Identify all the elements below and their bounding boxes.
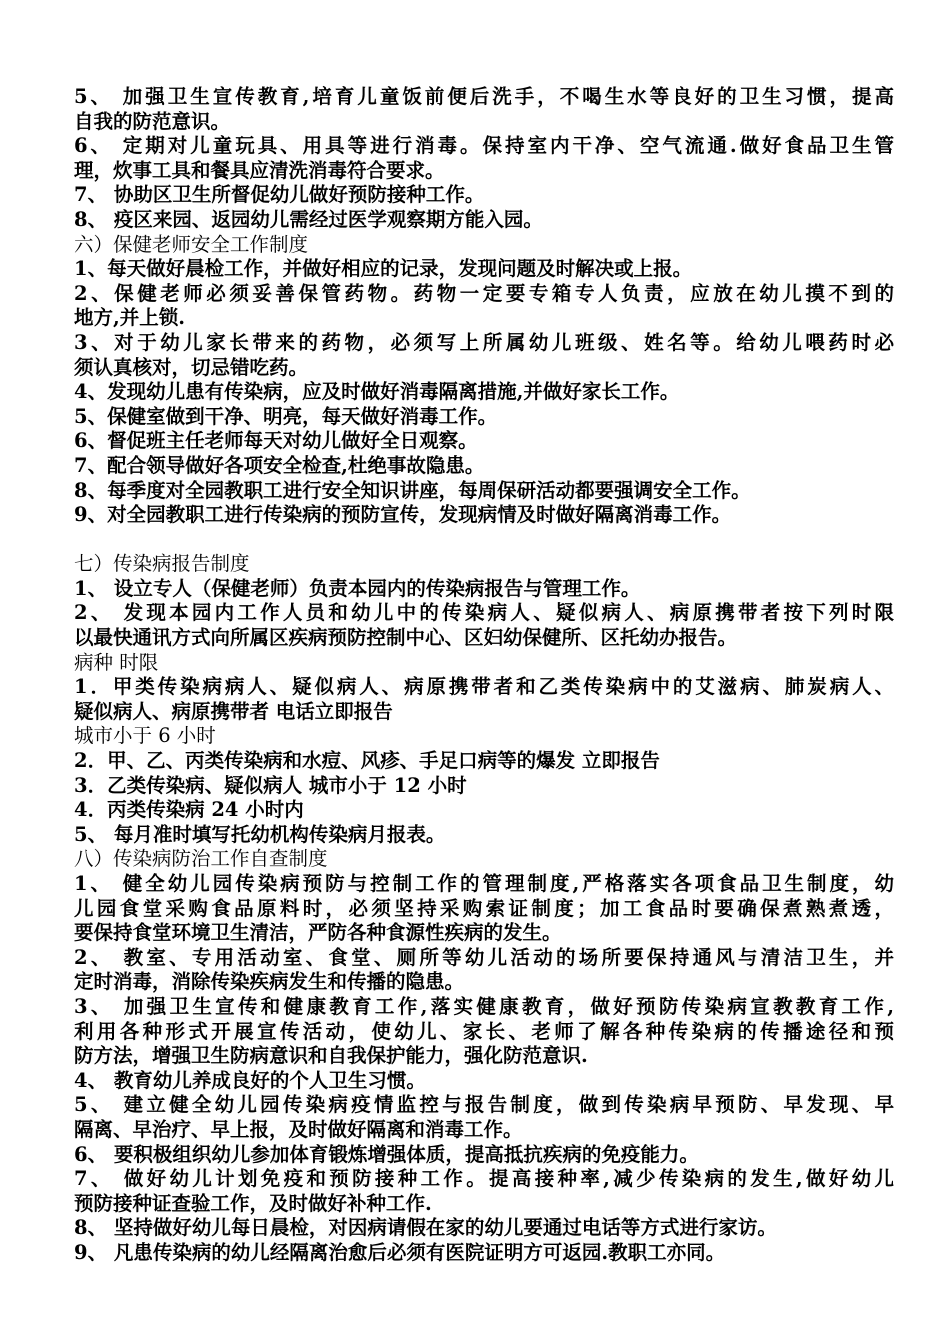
text-line: 定时消毒，消除传染疾病发生和传播的隐患。 [74,970,465,994]
text-line: 3．乙类传染病、疑似病人 城市小于 12 小时 [74,773,467,797]
text-line: 5、 加强卫生宣传教育,培育儿童饭前便后洗手，不喝生水等良好的卫生习惯，提高 [74,85,894,108]
text-line: 9、对全园教职工进行传染病的预防宣传，发现病情及时做好隔离消毒工作。 [74,503,732,527]
section-heading-line: 八）传染病防治工作自查制度 [74,847,328,871]
text-line: 4、 教育幼儿养成良好的个人卫生习惯。 [74,1068,426,1092]
text-line: 理，炊事工具和餐具应清洗消毒符合要求。 [74,158,445,182]
text-line: 防方法，增强卫生防病意识和自我保护能力，强化防范意识. [74,1044,588,1068]
text-line: 4、发现幼儿患有传染病，应及时做好消毒隔离措施,并做好家长工作。 [74,380,680,404]
text-line: 7、 做好幼儿计划免疫和预防接种工作。提高接种率,减少传染病的发生,做好幼儿 [74,1167,894,1191]
text-line: 利用各种形式开展宣传活动，使幼儿、家长、老师了解各种传染病的传播途径和预 [74,1019,894,1043]
section-heading-line: 七）传染病报告制度 [74,552,250,576]
document-page [74,85,894,1266]
text-line: 7、 协助区卫生所督促幼儿做好预防接种工作。 [74,183,485,207]
text-line: 6、督促班主任老师每天对幼儿做好全日观察。 [74,429,478,453]
section-heading-line: 城市小于 6 小时 [74,724,216,748]
text-line: 6、 定期对儿童玩具、用具等进行消毒。保持室内干净、空气流通.做好食品卫生管 [74,134,894,158]
text-line: 8、 疫区来园、返园幼儿需经过医学观察期方能入园。 [74,207,543,231]
text-line: 隔离、早治疗、早上报，及时做好隔离和消毒工作。 [74,1117,523,1141]
text-line: 1、 设立专人（保健老师）负责本园内的传染病报告与管理工作。 [74,576,641,600]
text-line: 8、 坚持做好幼儿每日晨检，对因病请假在家的幼儿要通过电话等方式进行家访。 [74,1216,777,1240]
text-line: 2、 教室、专用活动室、食堂、厕所等幼儿活动的场所要保持通风与清洁卫生，并 [74,945,894,969]
text-line: 6、 要积极组织幼儿参加体育锻炼增强体质，提高抵抗疾病的免疫能力。 [74,1142,699,1166]
text-line: 5、保健室做到干净、明亮，每天做好消毒工作。 [74,404,498,428]
text-line: 1．甲类传染病病人、疑似病人、病原携带者和乙类传染病中的艾滋病、肺炭病人、 [74,675,894,699]
text-line: 3、 加强卫生宣传和健康教育工作,落实健康教育，做好预防传染病宣教教育工作, [74,994,894,1018]
text-line: 2、保健老师必须妥善保管药物。药物一定要专箱专人负责，应放在幼儿摸不到的 [74,281,894,305]
text-line: 以最快通讯方式向所属区疾病预防控制中心、区妇幼保健所、区托幼办报告。 [74,626,738,650]
text-line: 7、配合领导做好各项安全检查,杜绝事故隐患。 [74,453,485,477]
text-line: 地方,并上锁. [74,306,186,330]
text-line: 儿园食堂采购食品原料时，必须坚持采购索证制度；加工食品时要确保煮熟煮透， [74,896,894,920]
text-line: 须认真核对，切忌错吃药。 [74,355,309,379]
text-line: 疑似病人、病原携带者 电话立即报告 [74,699,393,723]
text-line: 自我的防范意识。 [74,109,231,133]
text-line: 1、每天做好晨检工作，并做好相应的记录，发现问题及时解决或上报。 [74,257,693,281]
text-line: 8、每季度对全园教职工进行安全知识讲座，每周保研活动都要强调安全工作。 [74,478,751,502]
blank-line [74,528,894,553]
section-heading-line: 六）保健老师安全工作制度 [74,232,309,256]
text-line: 5、 每月准时填写托幼机构传染病月报表。 [74,822,446,846]
text-line: 9、 凡患传染病的幼儿经隔离治愈后必须有医院证明方可返园.教职工亦同。 [74,1240,726,1264]
text-line: 2．甲、乙、丙类传染病和水痘、风疹、手足口病等的爆发 立即报告 [74,749,660,773]
text-line: 预防接种证查验工作，及时做好补种工作. [74,1191,432,1215]
text-line: 2、 发现本园内工作人员和幼儿中的传染病人、疑似病人、病原携带者按下列时限 [74,601,894,625]
text-line: 要保持食堂环境卫生清洁，严防各种食源性疾病的发生。 [74,921,562,945]
text-line: 1、 健全幼儿园传染病预防与控制工作的管理制度,严格落实各项食品卫生制度，幼 [74,872,894,895]
text-line: 3、对于幼儿家长带来的药物，必须写上所属幼儿班级、姓名等。给幼儿喂药时必 [74,330,894,354]
text-line: 5、 建立健全幼儿园传染病疫情监控与报告制度，做到传染病早预防、早发现、早 [74,1093,894,1117]
text-line: 4．丙类传染病 24 小时内 [74,798,304,822]
section-heading-line: 病种 时限 [74,650,159,674]
